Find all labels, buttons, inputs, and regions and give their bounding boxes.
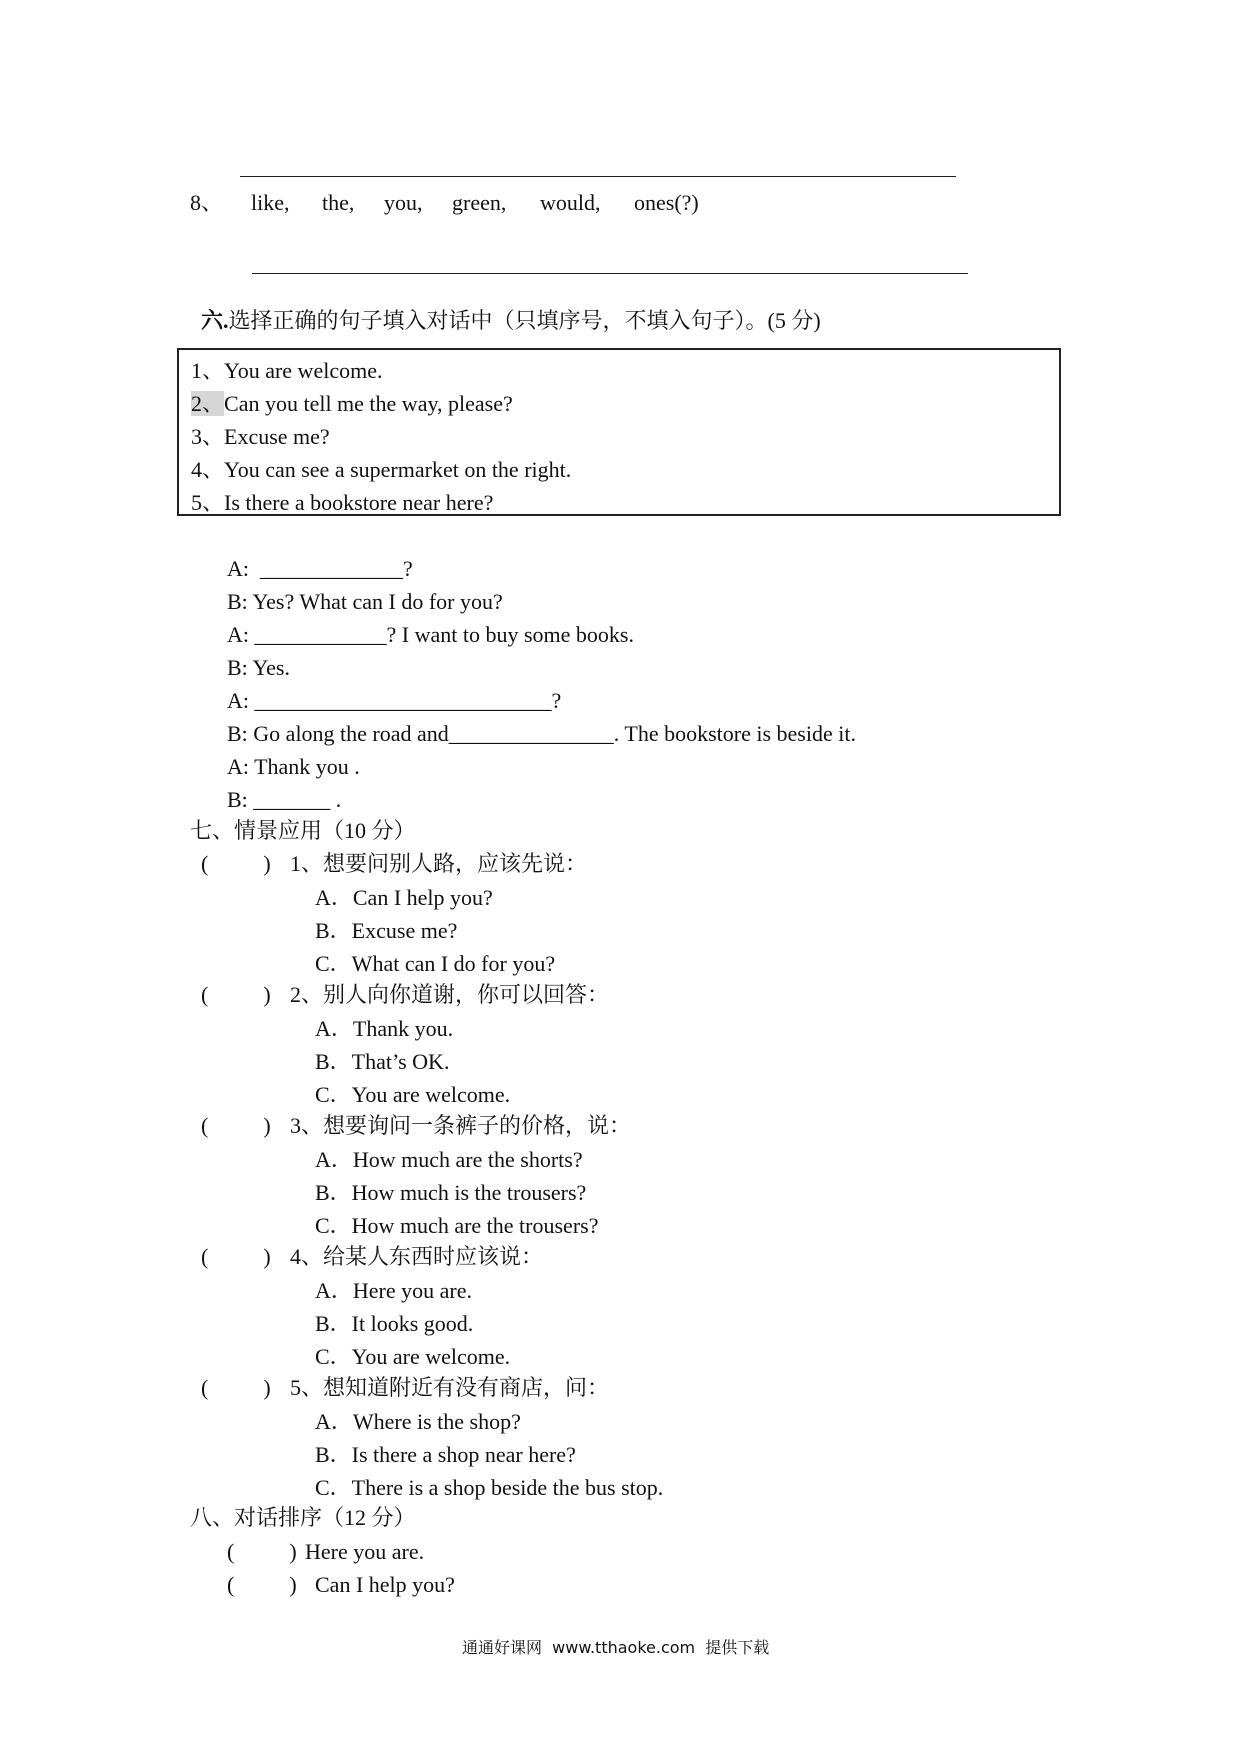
option-text: You are welcome.	[224, 358, 383, 383]
answer-line-q7	[240, 176, 956, 177]
option-number: 3、	[191, 424, 225, 449]
option-number: 2、	[191, 391, 225, 416]
page-footer: 通通好课网 www.tthaoke.com 提供下载	[462, 1638, 770, 1657]
dialog-line: B: Go along the road and_______________. The bookstore is beside it.	[227, 721, 856, 746]
option-5	[191, 492, 493, 514]
section7-title: 七、情景应用（10 分）	[190, 818, 416, 843]
answer-paren[interactable]: ( )	[227, 1572, 297, 1597]
q8-word: green,	[452, 190, 507, 215]
choice: B．Excuse me?	[315, 918, 458, 943]
dialog-sort-item: Can I help you?	[315, 1572, 455, 1597]
choice: B．How much is the trousers?	[315, 1180, 587, 1205]
question-stem: 3、想要询问一条裤子的价格，说：	[290, 1113, 632, 1138]
option-text: You can see a supermarket on the right.	[224, 457, 572, 482]
choice: B．Is there a shop near here?	[315, 1442, 576, 1467]
question-stem: 1、想要问别人路，应该先说：	[290, 851, 588, 876]
choice: A．How much are the shorts?	[315, 1147, 583, 1172]
dialog-line: A: _____________?	[227, 556, 413, 581]
q8-word: would,	[540, 190, 601, 215]
sentence-options-box	[177, 348, 1061, 516]
question-stem: 5、想知道附近有没有商店，问：	[290, 1375, 610, 1400]
option-number: 1、	[191, 358, 225, 383]
option-text: Excuse me?	[224, 424, 330, 449]
choice: A．Where is the shop?	[315, 1409, 521, 1434]
answer-paren[interactable]: ( )	[201, 982, 271, 1007]
section8-title: 八、对话排序（12 分）	[190, 1505, 416, 1530]
choice: A．Thank you.	[315, 1016, 454, 1041]
answer-paren[interactable]: ( )	[227, 1539, 297, 1564]
choice: C．What can I do for you?	[315, 951, 556, 976]
choice: C．How much are the trousers?	[315, 1213, 599, 1238]
choice: B．That’s OK.	[315, 1049, 450, 1074]
option-text: Is there a bookstore near here?	[224, 490, 494, 515]
dialog-line: A: ____________? I want to buy some books.	[227, 622, 634, 647]
q8-word: like,	[251, 190, 290, 215]
q8-word: the,	[322, 190, 355, 215]
choice: C．You are welcome.	[315, 1344, 511, 1369]
choice: C．There is a shop beside the bus stop.	[315, 1475, 664, 1500]
q8-word: ones(?)	[634, 190, 699, 215]
dialog-line: A: Thank you .	[227, 754, 360, 779]
option-number: 4、	[191, 457, 225, 482]
option-4	[191, 459, 571, 481]
answer-paren[interactable]: ( )	[201, 1113, 271, 1138]
choice: A．Can I help you?	[315, 885, 493, 910]
section6-title-text: 选择正确的句子填入对话中（只填序号，不填入句子）。(5 分)	[228, 308, 821, 333]
choice: A．Here you are.	[315, 1278, 472, 1303]
section6-title	[190, 288, 821, 332]
option-text: Can you tell me the way, please?	[224, 391, 513, 416]
dialog-line: B: Yes.	[227, 655, 290, 680]
section6-title-prefix: 六.	[201, 308, 229, 333]
choice: B．It looks good.	[315, 1311, 474, 1336]
option-2	[191, 393, 513, 415]
question-stem: 4、给某人东西时应该说：	[290, 1244, 544, 1269]
option-number: 5、	[191, 490, 225, 515]
option-1	[191, 360, 382, 382]
option-3	[191, 426, 330, 448]
dialog-sort-item: Here you are.	[305, 1539, 425, 1564]
answer-paren[interactable]: ( )	[201, 1375, 271, 1400]
question-stem: 2、别人向你道谢，你可以回答：	[290, 982, 610, 1007]
answer-paren[interactable]: ( )	[201, 1244, 271, 1269]
answer-paren[interactable]: ( )	[201, 851, 271, 876]
dialog-line: B: _______ .	[227, 787, 342, 812]
choice: C．You are welcome.	[315, 1082, 511, 1107]
q8-number: 8、	[190, 190, 224, 215]
dialog-line: A: ___________________________?	[227, 688, 562, 713]
answer-line-q8	[252, 273, 968, 274]
q8-word: you,	[384, 190, 423, 215]
dialog-line: B: Yes? What can I do for you?	[227, 589, 503, 614]
